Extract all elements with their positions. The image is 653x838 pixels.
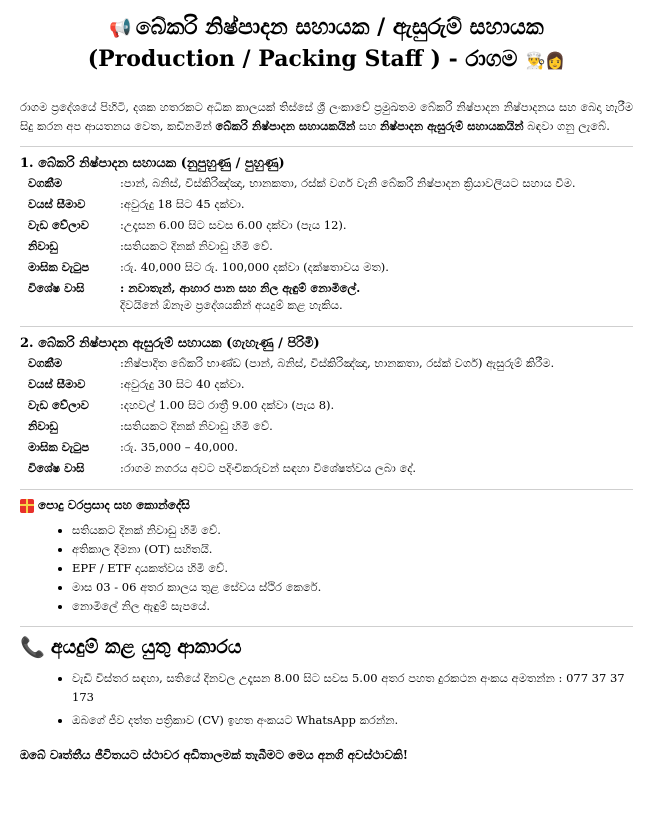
- closing-line: ඔබේ වෘත්තීය ජීවිතයට ස්ථාවර අඩිතාලමක් තැබීමට මෙය අනගි අවස්ථාවකි!: [20, 748, 409, 762]
- table-row: වයස් සීමාව :අවුරුදු 30 සිට 40 දක්වා.: [28, 377, 245, 391]
- apply-heading: 📞 අයදුම් කළ යුතු ආකාරය: [20, 635, 242, 659]
- list-item: • EPF / ETF දායකත්වය හිමි වේ.: [72, 559, 633, 578]
- list-item: • නොමිලේ නිල ඇඳුම් සැපයේ.: [72, 597, 633, 616]
- divider: [20, 489, 633, 490]
- section-2-title: 2. බේකරි නිෂ්පාදන ඇසුරුම් සහායක (ගැහැණු / පිරිමි): [20, 336, 320, 351]
- intro-paragraph: රාගම ප්‍රදේශයේ පිහිටි, දශක හතරකට අධික කාලයක් තිස්සේ ශ්‍රී ලංකාවේ ප්‍රමුඛතම බේකරි නිෂ්පාදන නිෂ්පාදනය සහ බෙදා හැරීම සිදු කරන අප ආයතනය වෙත, කඩිනමින් බේකරි නිෂ්පාදන සහායකයින් සහ නිෂ්පාදන ඇසුරුම් සහායකයින් බඳවා ගනු ලැබේ.: [20, 100, 633, 133]
- section-1-details: [28, 173, 610, 316]
- chef-emoji-icon: 👨‍🍳👩: [525, 51, 566, 70]
- megaphone-icon: 📢: [109, 18, 132, 39]
- table-row: විශේෂ වාසි :රාගම නගරය අවට පදිංචිකරුවන් සඳහා විශේෂත්වය ලබා දේ.: [28, 461, 417, 475]
- divider: [20, 626, 633, 627]
- page-title: [20, 12, 633, 76]
- table-row: මාසික වැටුප :රු. 40,000 සිට රු. 100,000 දක්වා (දක්ෂතාවය මත).: [28, 260, 389, 274]
- list-item: • ඔබගේ ජීව දත්ත පත්‍රිකාව (CV) ඉහත අංකයට WhatsApp කරන්න.: [72, 711, 633, 730]
- table-row: වැඩ වේලාව :උදෑසන 6.00 සිට සවස 6.00 දක්වා (පැය 12).: [28, 218, 347, 232]
- section-2-details: [28, 353, 610, 479]
- title-line-2: (Production / Packing Staff ) - රාගම 👨‍🍳👩: [87, 46, 566, 72]
- apply-list: [20, 669, 633, 730]
- table-row: නිවාඩු :සතියකට දිනක් නිවාඩු හිමි වේ.: [28, 239, 273, 253]
- section-1-title: 1. බේකරි නිෂ්පාදන සහායක (නුපුහුණු / පුහුණු): [20, 156, 285, 171]
- benefits-list: [20, 521, 633, 616]
- list-item: • අතිකාල දීමනා (OT) සහිතයි.: [72, 540, 633, 559]
- phone-icon: 📞: [20, 635, 45, 659]
- divider: [20, 146, 633, 147]
- list-item: • මාස 03 - 06 අතර කාලය තුළ සේවය ස්ථිර කෙරේ.: [72, 578, 633, 597]
- table-row: මාසික වැටුප :රු. 35,000 – 40,000.: [28, 440, 238, 454]
- table-row: නිවාඩු :සතියකට දිනක් නිවාඩු හිමි වේ.: [28, 419, 273, 433]
- gift-icon: [20, 499, 34, 513]
- benefits-heading: පොදු වරප්‍රසාද සහ කොන්දේසි: [20, 498, 633, 513]
- table-row: වයස් සීමාව :අවුරුදු 18 සිට 45 දක්වා.: [28, 197, 245, 211]
- table-row: විශේෂ වාසි : නවාතැන්, ආහාර පාන සහ නිල ඇඳුම් නොමිලේ. දිවයිනේ ඕනෑම ප්‍රදේශයකින් අයදුම් කළ හැකිය.: [28, 281, 361, 312]
- list-item: • වැඩි විස්තර සඳහා, සතියේ දිනවල උදෑසන 8.00 සිට සවස 5.00 අතර පහත දුරකථන අංකය අමතන්න : 077 37 37 173: [72, 669, 633, 707]
- table-row: වගකීම :පාන්, බනිස්, විස්කිරිඤ්ඤා, භානකතා, රස්ක් වර්ග වැනි බේකරි නිෂ්පාදන ක්‍රියාවලියට සහාය වීම.: [28, 176, 576, 190]
- list-item: • සතියකට දිනක් නිවාඩු හිමි වේ.: [72, 521, 633, 540]
- table-row: වැඩ වේලාව :දහවල් 1.00 සිට රාත්‍රී 9.00 දක්වා (පැය 8).: [28, 398, 335, 412]
- title-line-1: 📢 බේකරි නිෂ්පාදන සහායක / ඇසුරුම් සහායක: [20, 12, 633, 44]
- divider: [20, 326, 633, 327]
- table-row: වගකීම :නිෂ්පාදිත බේකරි භාණ්ඩ (පාන්, බනිස්, විස්කිරිඤ්ඤා, භානකතා, රස්ක් වර්ග) ඇසුරුම් කිරීම.: [28, 356, 555, 370]
